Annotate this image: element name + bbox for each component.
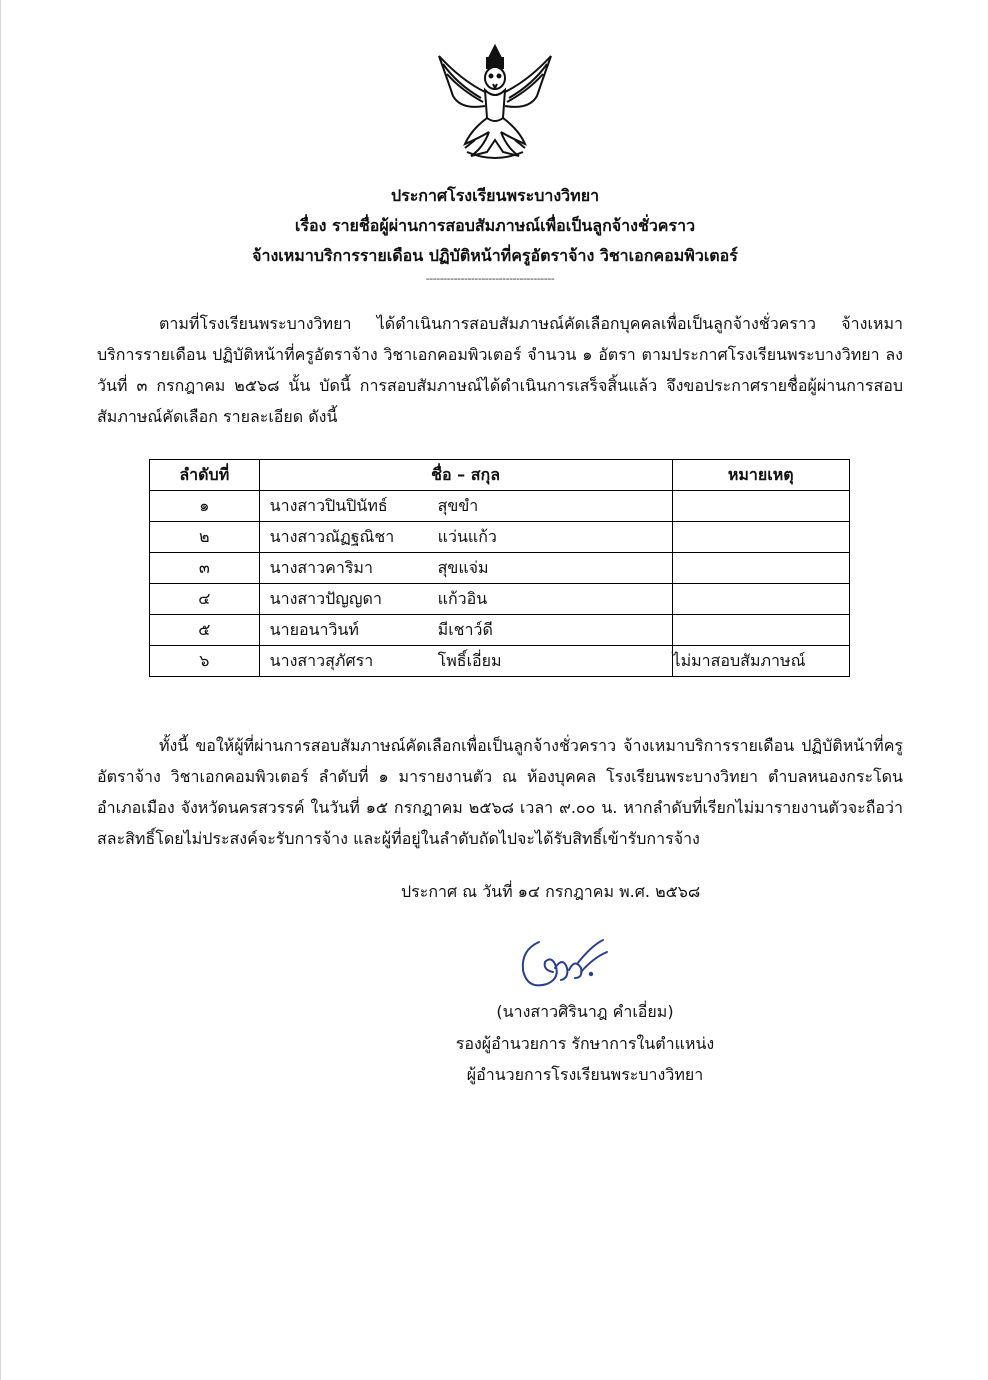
last-name: แว่นแก้ว bbox=[437, 526, 497, 546]
document-title: ประกาศโรงเรียนพระบางวิทยา bbox=[390, 186, 600, 205]
row-name bbox=[259, 615, 672, 646]
row-note bbox=[672, 615, 849, 646]
row-name bbox=[259, 646, 672, 677]
first-name: นางสาวณัฏฐณิชา bbox=[269, 526, 395, 546]
header-note: หมายเหตุ bbox=[672, 460, 849, 491]
table-row bbox=[150, 615, 850, 646]
row-note bbox=[672, 491, 849, 522]
last-name: สุขขำ bbox=[437, 495, 479, 515]
signer-name: (นางสาวศิรินาฎ คำเอี่ยม) bbox=[496, 1002, 674, 1021]
last-name: โพธิ์เอี่ยม bbox=[437, 650, 502, 670]
instruction-paragraph: ทั้งนี้ ขอให้ผู้ที่ผ่านการสอบสัมภาษณ์คัดเลือกเพื่อเป็นลูกจ้างชั่วคราว จ้างเหมาบริการรายเดือน ปฏิบัติหน้าที่ครูอัตราจ้าง วิชาเอกคอมพิวเตอร์ ลำดับที่ ๑ มารายงานตัว ณ ห้องบุคคล โรงเรียนพระบางวิทยา ตำบลหนองกระโดน อำเภอเมือง จังหวัดนครสวรรค์ ในวันที่ ๑๕ กรกฎาคม ๒๕๖๘ เวลา ๙.๐๐ น. หากลำดับที่เรียกไม่มารายงานตัวจะถือว่าสละสิทธิ์โดยไม่ประสงค์จะรับการจ้าง และผู้ที่อยู่ในลำดับถัดไปจะได้รับสิทธิ์เข้ารับการจ้าง bbox=[97, 736, 903, 848]
table-row bbox=[150, 553, 850, 584]
row-note bbox=[672, 553, 849, 584]
last-name: มีเชาว์ดี bbox=[437, 619, 493, 639]
table-row bbox=[150, 522, 850, 553]
garuda-emblem-icon bbox=[431, 40, 559, 168]
table-row bbox=[150, 491, 850, 522]
row-name bbox=[259, 522, 672, 553]
row-order: ๖ bbox=[150, 646, 260, 677]
title-divider: ------------------------------------- bbox=[425, 272, 555, 285]
row-order: ๑ bbox=[150, 491, 260, 522]
announcement-date: ประกาศ ณ วันที่ ๑๔ กรกฎาคม พ.ศ. ๒๕๖๘ bbox=[401, 882, 701, 901]
signer-title: ผู้อำนวยการโรงเรียนพระบางวิทยา bbox=[466, 1065, 704, 1084]
header-order: ลำดับที่ bbox=[150, 460, 260, 491]
last-name: สุขแจ่ม bbox=[437, 557, 489, 577]
row-order: ๕ bbox=[150, 615, 260, 646]
table-row bbox=[150, 646, 850, 677]
table-row bbox=[150, 584, 850, 615]
first-name: นางสาวปินปินัทธ์ bbox=[269, 495, 388, 515]
row-name bbox=[259, 584, 672, 615]
row-name bbox=[259, 553, 672, 584]
header-name: ชื่อ – สกุล bbox=[259, 460, 672, 491]
row-note bbox=[672, 522, 849, 553]
last-name: แก้วอิน bbox=[437, 588, 488, 608]
row-order: ๔ bbox=[150, 584, 260, 615]
document-subject-detail: จ้างเหมาบริการรายเดือน ปฏิบัติหน้าที่ครูอัตราจ้าง วิชาเอกคอมพิวเตอร์ bbox=[252, 246, 738, 265]
row-note bbox=[672, 584, 849, 615]
document-subject: เรื่อง รายชื่อผู้ผ่านการสอบสัมภาษณ์เพื่อเป็นลูกจ้างชั่วคราว bbox=[294, 216, 696, 235]
candidate-table bbox=[149, 459, 850, 677]
row-order: ๓ bbox=[150, 553, 260, 584]
row-note: ไม่มาสอบสัมภาษณ์ bbox=[672, 646, 849, 677]
first-name: นางสาวสุภัศรา bbox=[269, 650, 374, 670]
first-name: นางสาวคาริมา bbox=[269, 557, 373, 577]
first-name: นายอนาวินท์ bbox=[269, 619, 359, 639]
row-order: ๒ bbox=[150, 522, 260, 553]
signature-icon bbox=[511, 928, 621, 998]
first-name: นางสาวปัญญดา bbox=[269, 588, 382, 608]
signer-position: รองผู้อำนวยการ รักษาการในตำแหน่ง bbox=[455, 1034, 715, 1053]
intro-paragraph: ตามที่โรงเรียนพระบางวิทยา ได้ดำเนินการสอบสัมภาษณ์คัดเลือกบุคคลเพื่อเป็นลูกจ้างชั่วคราว จ้างเหมาบริการรายเดือน ปฏิบัติหน้าที่ครูอัตราจ้าง วิชาเอกคอมพิวเตอร์ จำนวน ๑ อัตรา ตามประกาศโรงเรียนพระบางวิทยา ลงวันที่ ๓ กรกฎาคม ๒๕๖๘ นั้น บัดนี้ การสอบสัมภาษณ์ได้ดำเนินการเสร็จสิ้นแล้ว จึงขอประกาศรายชื่อผู้ผ่านการสอบสัมภาษณ์คัดเลือก รายละเอียด ดังนี้ bbox=[97, 314, 903, 426]
table-header-row bbox=[150, 460, 850, 491]
row-name bbox=[259, 491, 672, 522]
